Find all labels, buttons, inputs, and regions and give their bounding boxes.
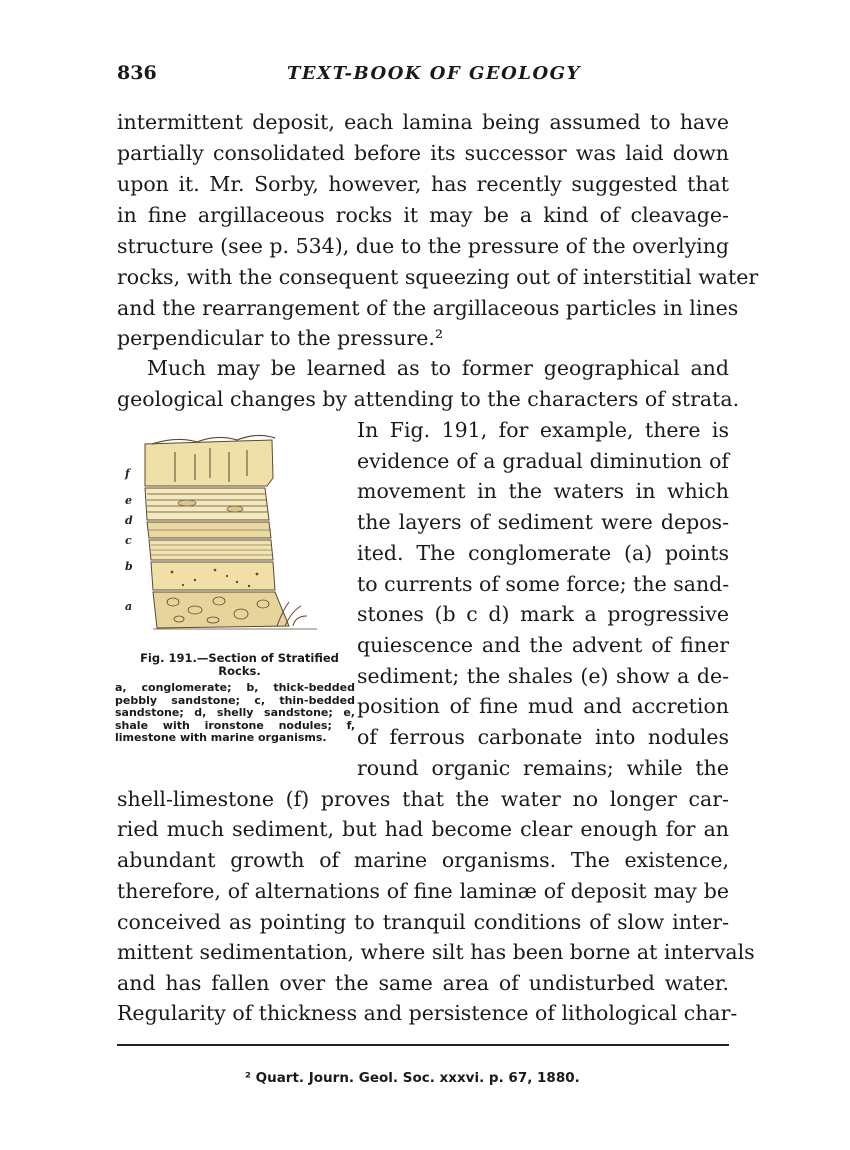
- body-line: quiescence and the advent of finer: [357, 633, 729, 657]
- footnote: ² Quart. Journ. Geol. Soc. xxxvi. p. 67, 1880.: [245, 1070, 580, 1086]
- body-line: in fine argillaceous rocks it may be a kind of cleavage-: [117, 203, 729, 227]
- page-number: 836: [117, 62, 157, 84]
- body-line: to currents of some force; the sand-: [357, 572, 730, 596]
- body-line: the layers of sediment were depos-: [357, 510, 729, 534]
- body-line: perpendicular to the pressure.²: [117, 326, 444, 350]
- body-line: geological changes by attending to the characters of strata.: [117, 387, 740, 411]
- body-line: Regularity of thickness and persistence of lithological char-: [117, 1001, 738, 1025]
- body-line: mittent sedimentation, where silt has been borne at intervals: [117, 940, 755, 964]
- body-line: position of fine mud and accretion: [357, 694, 729, 718]
- figure-label-f: f: [125, 467, 130, 480]
- page-header: [117, 62, 729, 86]
- body-line: evidence of a gradual diminution of: [357, 449, 729, 473]
- body-line: and the rearrangement of the argillaceous particles in lines: [117, 296, 739, 320]
- figure-label-c: c: [125, 534, 132, 547]
- body-line: shell-limestone (f) proves that the water no longer car-: [117, 787, 729, 811]
- body-line: ried much sediment, but had become clear enough for an: [117, 817, 729, 841]
- body-line: intermittent deposit, each lamina being assumed to have: [117, 110, 729, 134]
- figure-label-a: a: [125, 600, 133, 613]
- stratified-rocks-illustration: [117, 430, 347, 645]
- body-line: movement in the waters in which: [357, 479, 729, 503]
- body-line: partially consolidated before its successor was laid down: [117, 141, 729, 165]
- body-line: stones (b c d) mark a progressive: [357, 602, 729, 626]
- body-line: sediment; the shales (e) show a de-: [357, 664, 729, 688]
- body-line: upon it. Mr. Sorby, however, has recently suggested that: [117, 172, 729, 196]
- footnote-rule: [117, 1044, 729, 1046]
- body-line: and has fallen over the same area of undisturbed water.: [117, 971, 729, 995]
- body-line: structure (see p. 534), due to the pressure of the overlying: [117, 234, 730, 258]
- body-line: conceived as pointing to tranquil conditions of slow inter-: [117, 910, 729, 934]
- body-line: ited. The conglomerate (a) points: [357, 541, 729, 565]
- body-line: of ferrous carbonate into nodules: [357, 725, 729, 749]
- body-line: Much may be learned as to former geographical and: [147, 356, 729, 380]
- figure-caption-title: Fig. 191.—Section of Stratified Rocks.: [140, 651, 339, 678]
- running-title: TEXT-BOOK OF GEOLOGY: [287, 63, 581, 84]
- body-line: round organic remains; while the: [357, 756, 729, 780]
- body-line: abundant growth of marine organisms. The existence,: [117, 848, 729, 872]
- figure-label-e: e: [125, 494, 132, 507]
- figure-label-b: b: [125, 560, 133, 573]
- figure-label-d: d: [125, 514, 133, 527]
- body-line: rocks, with the consequent squeezing out of interstitial water: [117, 265, 759, 289]
- figure-caption-body: a, conglomerate; b, thick-bedded pebbly sandstone; c, thin-bedded sandstone; d, shelly sandstone; e, shale with ironstone nodules; f, limestone with marine organisms.: [115, 681, 355, 744]
- body-line: In Fig. 191, for example, there is: [357, 418, 729, 442]
- body-line: therefore, of alternations of fine laminæ of deposit may be: [117, 879, 729, 903]
